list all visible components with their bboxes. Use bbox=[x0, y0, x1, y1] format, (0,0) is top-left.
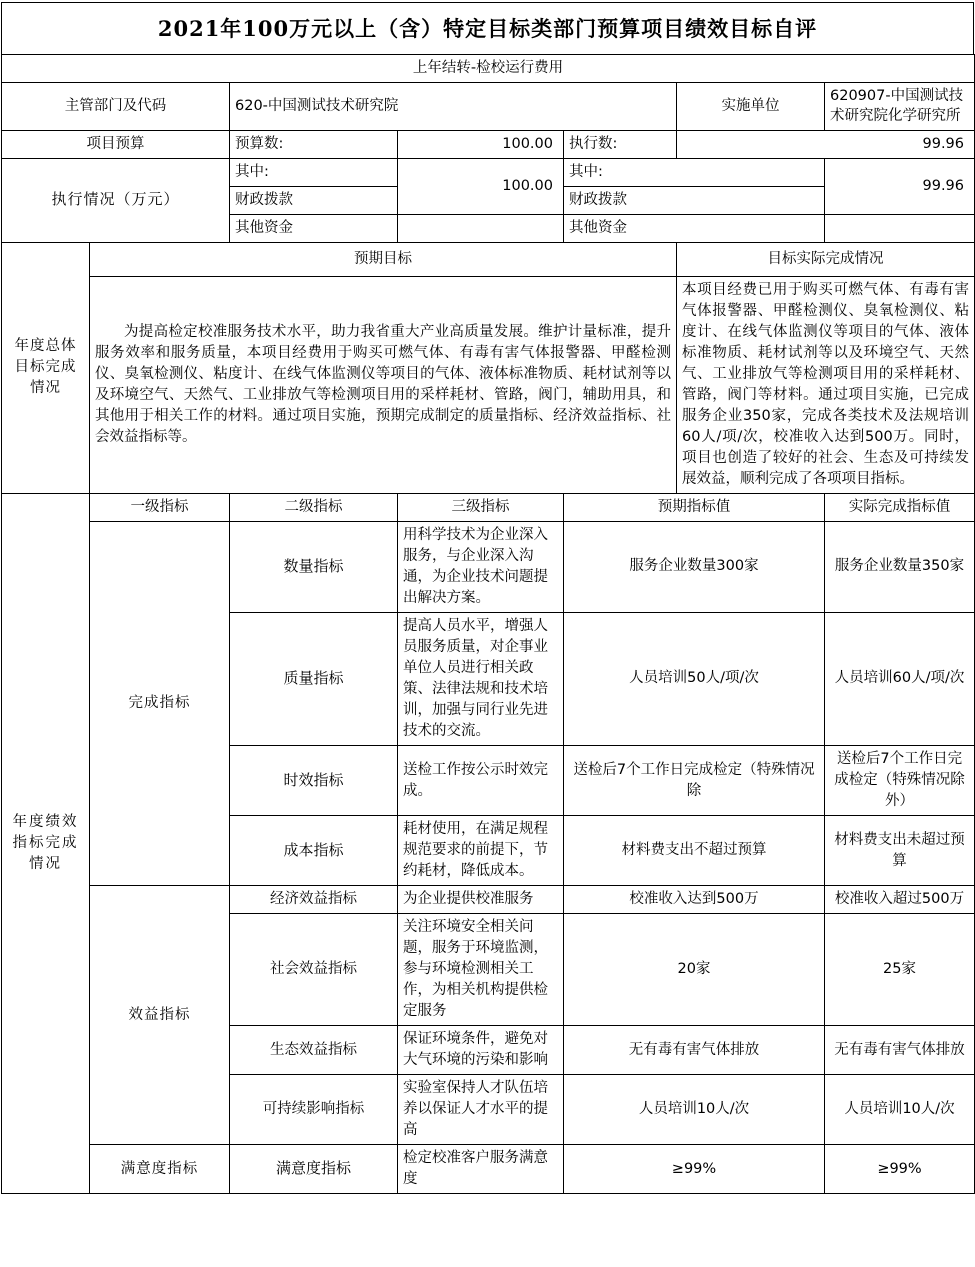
indicator-level2: 满意度指标 bbox=[230, 1145, 398, 1194]
indicator-level2: 经济效益指标 bbox=[230, 886, 398, 914]
budget-number-value: 100.00 bbox=[398, 130, 564, 158]
indicator-level3: 送检工作按公示时效完成。 bbox=[398, 746, 564, 816]
exec-other-label: 其他资金 bbox=[564, 214, 825, 242]
indicator-expected-value: 人员培训10人/次 bbox=[564, 1075, 825, 1145]
indicator-header-level1: 一级指标 bbox=[90, 493, 230, 521]
indicator-header-level3: 三级指标 bbox=[398, 493, 564, 521]
indicator-expected-value: ≥99% bbox=[564, 1145, 825, 1194]
unit-label: 实施单位 bbox=[677, 83, 825, 131]
actual-goal-text: 本项目经费已用于购买可燃气体、有毒有害气体报警器、甲醛检测仪、臭氧检测仪、粘度计、在线气体监测仪等项目的气体、液体标准物质、耗材试剂等以及环境空气、天然气、工业排放气等检测项目用的采样耗材、管路，阀门等材料。通过项目实施，已完成服务企业350家，完成各类技术及法规培训60人/项/次，校准收入达到500万。同时，项目也创造了较好的社会、生态及可持续发展效益，顺利完成了各项项目指标。 bbox=[677, 276, 975, 493]
indicator-row-label: 年度绩效指标完成情况 bbox=[2, 493, 90, 1193]
dept-unit-row bbox=[2, 83, 975, 131]
indicator-level3: 保证环境条件，避免对大气环境的污染和影响 bbox=[398, 1026, 564, 1075]
indicator-level2: 生态效益指标 bbox=[230, 1026, 398, 1075]
project-subtitle: 上年结转-检校运行费用 bbox=[2, 55, 975, 83]
indicator-level3: 用科学技术为企业深入服务，与企业深入沟通，为企业技术问题提出解决方案。 bbox=[398, 521, 564, 612]
indicator-header-level2: 二级指标 bbox=[230, 493, 398, 521]
dept-label: 主管部门及代码 bbox=[2, 83, 230, 131]
indicator-level2: 数量指标 bbox=[230, 521, 398, 612]
indicator-level3: 检定校准客户服务满意度 bbox=[398, 1145, 564, 1194]
exec-number-label: 执行数: bbox=[564, 130, 677, 158]
table-row bbox=[2, 521, 975, 612]
indicator-level2: 时效指标 bbox=[230, 746, 398, 816]
indicator-level3: 为企业提供校准服务 bbox=[398, 886, 564, 914]
dept-value: 620-中国测试技术研究院 bbox=[230, 83, 677, 131]
indicator-level2: 成本指标 bbox=[230, 816, 398, 886]
indicator-expected-value: 无有毒有害气体排放 bbox=[564, 1026, 825, 1075]
actual-goal-header: 目标实际完成情况 bbox=[677, 242, 975, 276]
exec-situation-label: 执行情况（万元） bbox=[2, 158, 230, 242]
budget-label: 项目预算 bbox=[2, 130, 230, 158]
indicator-level3: 耗材使用，在满足规程规范要求的前提下，节约耗材，降低成本。 bbox=[398, 816, 564, 886]
budget-row bbox=[2, 130, 975, 158]
indicator-level2: 社会效益指标 bbox=[230, 914, 398, 1026]
indicator-header-actual: 实际完成指标值 bbox=[825, 493, 975, 521]
indicator-actual-value: ≥99% bbox=[825, 1145, 975, 1194]
indicator-actual-value: 校准收入超过500万 bbox=[825, 886, 975, 914]
performance-self-assessment-table bbox=[1, 54, 975, 1194]
table-row bbox=[2, 886, 975, 914]
indicator-level1: 效益指标 bbox=[90, 886, 230, 1145]
exec-among-row bbox=[2, 158, 975, 186]
indicator-actual-value: 人员培训60人/项/次 bbox=[825, 612, 975, 745]
indicator-actual-value: 送检后7个工作日完成检定（特殊情况除外） bbox=[825, 746, 975, 816]
indicator-expected-value: 校准收入达到500万 bbox=[564, 886, 825, 914]
indicator-level3: 关注环境安全相关问题，服务于环境监测，参与环境检测相关工作，为相关机构提供检定服务 bbox=[398, 914, 564, 1026]
indicator-level1: 满意度指标 bbox=[90, 1145, 230, 1194]
expected-goal-text: 为提高检定校准服务技术水平，助力我省重大产业高质量发展。维护计量标准，提升服务效率和服务质量，本项目经费用于购买可燃气体、有毒有害气体报警器、甲醛检测仪、臭氧检测仪、粘度计、在线气体监测仪等项目的气体、液体标准物质、耗材试剂等以及环境空气、天然气、工业排放气等检测项目用的采样耗材、管路，阀门，辅助用具，和其他用于相关工作的材料。通过项目实施，预期完成制定的质量指标、经济效益指标、社会效益指标等。 bbox=[90, 276, 677, 493]
budget-fiscal-label: 财政拨款 bbox=[230, 186, 398, 214]
indicator-level1: 完成指标 bbox=[90, 521, 230, 885]
indicator-level3: 实验室保持人才队伍培养以保证人才水平的提高 bbox=[398, 1075, 564, 1145]
overall-header-row bbox=[2, 242, 975, 276]
indicator-actual-value: 25家 bbox=[825, 914, 975, 1026]
budget-fiscal-value: 100.00 bbox=[398, 158, 564, 214]
budget-other-label: 其他资金 bbox=[230, 214, 398, 242]
indicator-header-expected: 预期指标值 bbox=[564, 493, 825, 521]
overall-row-label: 年度总体目标完成情况 bbox=[2, 242, 90, 493]
indicator-expected-value: 人员培训50人/项/次 bbox=[564, 612, 825, 745]
indicator-actual-value: 材料费支出未超过预算 bbox=[825, 816, 975, 886]
budget-other-value bbox=[398, 214, 564, 242]
indicator-level2: 质量指标 bbox=[230, 612, 398, 745]
indicator-actual-value: 无有毒有害气体排放 bbox=[825, 1026, 975, 1075]
table-row bbox=[2, 1145, 975, 1194]
indicator-actual-value: 人员培训10人/次 bbox=[825, 1075, 975, 1145]
budget-among-label: 其中: bbox=[230, 158, 398, 186]
exec-fiscal-value: 99.96 bbox=[825, 158, 975, 214]
indicator-expected-value: 材料费支出不超过预算 bbox=[564, 816, 825, 886]
overall-content-row bbox=[2, 276, 975, 493]
budget-number-label: 预算数: bbox=[230, 130, 398, 158]
indicator-expected-value: 20家 bbox=[564, 914, 825, 1026]
exec-other-value bbox=[825, 214, 975, 242]
indicator-actual-value: 服务企业数量350家 bbox=[825, 521, 975, 612]
subtitle-row bbox=[2, 55, 975, 83]
indicator-expected-value: 服务企业数量300家 bbox=[564, 521, 825, 612]
page-title: 2021年100万元以上（含）特定目标类部门预算项目绩效目标自评 bbox=[1, 2, 974, 54]
indicator-level2: 可持续影响指标 bbox=[230, 1075, 398, 1145]
exec-number-value: 99.96 bbox=[677, 130, 975, 158]
unit-value: 620907-中国测试技术研究院化学研究所 bbox=[825, 83, 975, 131]
exec-fiscal-label: 财政拨款 bbox=[564, 186, 825, 214]
indicator-expected-value: 送检后7个工作日完成检定（特殊情况除 bbox=[564, 746, 825, 816]
expected-goal-header: 预期目标 bbox=[90, 242, 677, 276]
indicator-level3: 提高人员水平，增强人员服务质量，对企事业单位人员进行相关政策、法律法规和技术培训，加强与同行业先进技术的交流。 bbox=[398, 612, 564, 745]
exec-among-label: 其中: bbox=[564, 158, 825, 186]
indicator-header-row bbox=[2, 493, 975, 521]
